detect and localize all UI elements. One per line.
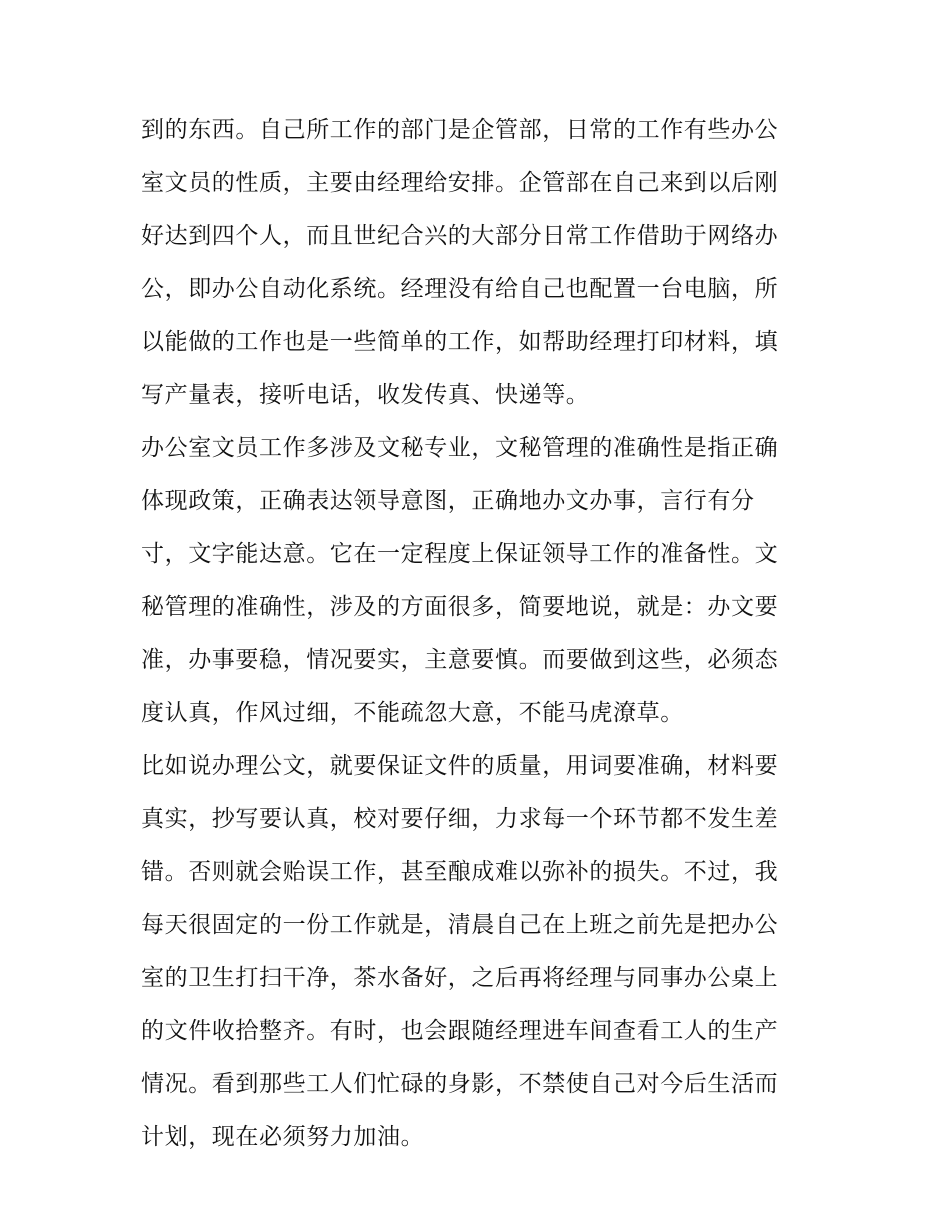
paragraph-2: [141, 427, 821, 734]
text-line: 秘管理的准确性，涉及的方面很多，简要地说，就是：办文要: [141, 594, 779, 620]
text-line: 以能做的工作也是一些简单的工作，如帮助经理打印材料，填: [141, 329, 779, 355]
text-line: 真实，抄写要认真，校对要仔细，力求每一个环节都不发生差: [141, 806, 779, 832]
text-line: 办公室文员工作多涉及文秘专业，文秘管理的准确性是指正确: [141, 435, 779, 461]
text-line: 室的卫生打扫干净，茶水备好，之后再将经理与同事办公桌上: [141, 965, 779, 991]
text-line: 每天很固定的一份工作就是，清晨自己在上班之前先是把办公: [141, 912, 779, 938]
text-line: 情况。看到那些工人们忙碌的身影，不禁使自己对今后生活而: [141, 1071, 779, 1097]
text-line: 写产量表，接听电话，收发传真、快递等。: [141, 382, 590, 408]
text-line: 公，即办公自动化系统。经理没有给自己也配置一台电脑，所: [141, 276, 779, 302]
text-line: 好达到四个人，而且世纪合兴的大部分日常工作借助于网络办: [141, 223, 779, 249]
text-line: 度认真，作风过细，不能疏忽大意，不能马虎潦草。: [141, 700, 684, 726]
text-line: 比如说办理公文，就要保证文件的质量，用词要准确，材料要: [141, 753, 779, 779]
paragraph-1: [141, 109, 821, 416]
text-line: 室文员的性质，主要由经理给安排。企管部在自己来到以后刚: [141, 170, 779, 196]
text-line: 的文件收拾整齐。有时，也会跟随经理进车间查看工人的生产: [141, 1018, 779, 1044]
body-text: [141, 109, 821, 1169]
text-line: 错。否则就会贻误工作，甚至酿成难以弥补的损失。不过，我: [141, 859, 779, 885]
text-line: 体现政策，正确表达领导意图，正确地办文办事，言行有分: [141, 488, 755, 514]
text-line: 准，办事要稳，情况要实，主意要慎。而要做到这些，必须态: [141, 647, 779, 673]
paragraph-3: [141, 745, 821, 1158]
text-line: 到的东西。自己所工作的部门是企管部，日常的工作有些办公: [141, 117, 779, 143]
text-line: 计划，现在必须努力加油。: [141, 1124, 425, 1150]
text-line: 寸，文字能达意。它在一定程度上保证领导工作的准备性。文: [141, 541, 779, 567]
